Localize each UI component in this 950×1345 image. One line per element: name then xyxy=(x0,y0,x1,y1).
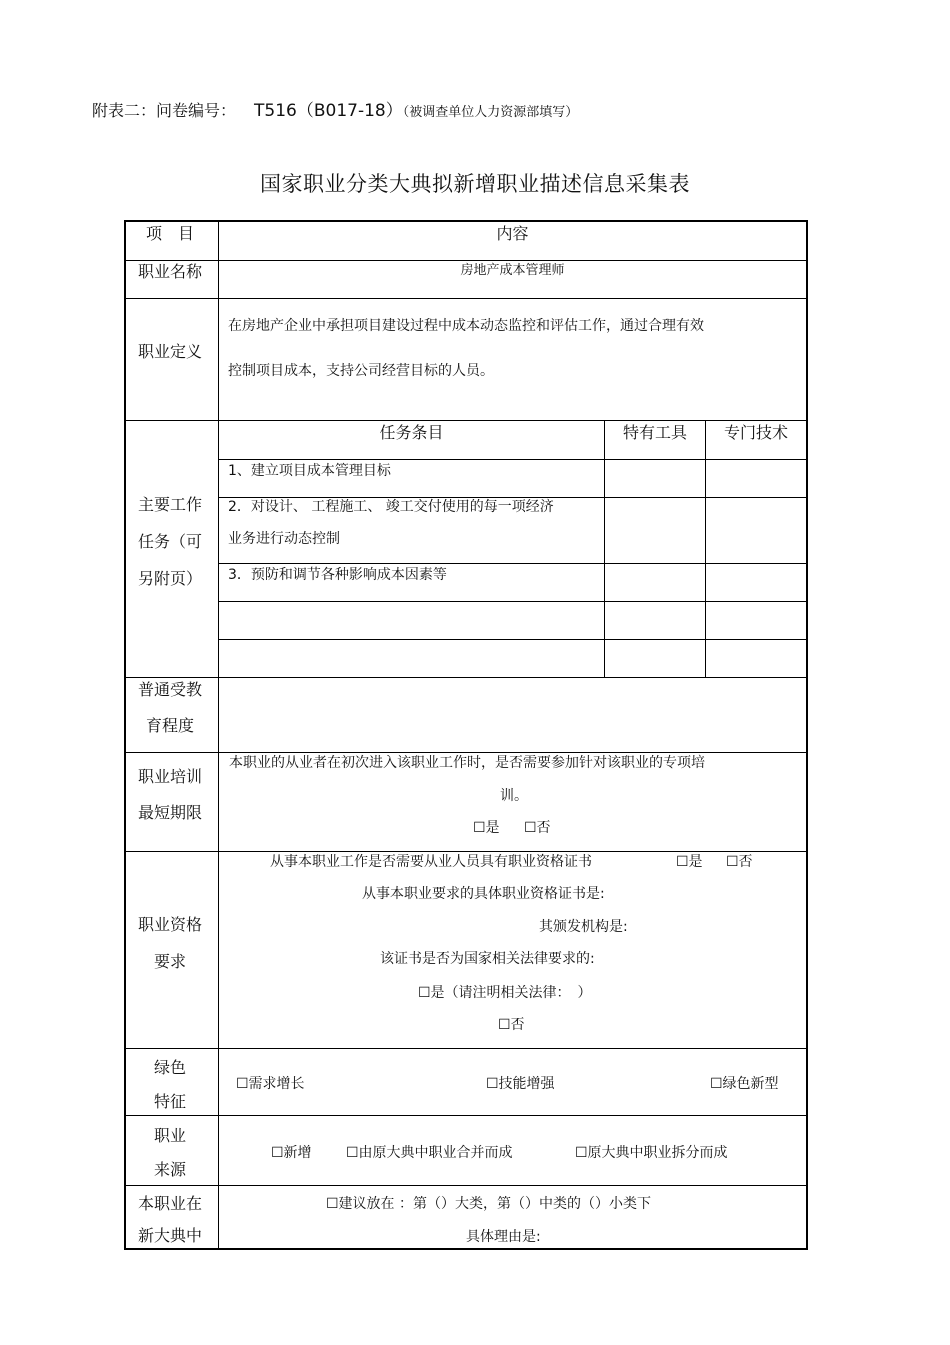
grid-line xyxy=(126,1185,806,1186)
label-main-tasks-2: 任务（可 xyxy=(137,532,202,551)
training-no-checkbox[interactable]: ☐否 xyxy=(524,820,551,836)
green-new-type-checkbox[interactable]: ☐绿色新型 xyxy=(710,1076,779,1092)
label-main-tasks-3: 另附页） xyxy=(137,569,202,588)
grid-line xyxy=(219,601,806,602)
training-yes-checkbox[interactable]: ☐是 xyxy=(473,820,500,836)
grid-line xyxy=(126,260,806,261)
label-education-2: 育程度 xyxy=(145,716,194,735)
grid-line xyxy=(126,1048,806,1049)
grid-line-tech-column xyxy=(705,421,706,677)
label-training-1: 职业培训 xyxy=(137,767,202,786)
qualification-q1-no-checkbox[interactable]: ☐否 xyxy=(726,854,753,870)
header-line xyxy=(92,96,578,121)
placement-suggestion-checkbox[interactable]: ☐建议放在 ：第（）大类，第（）中类的（）小类下 xyxy=(326,1196,651,1212)
qualification-q4-no-checkbox[interactable]: ☐否 xyxy=(498,1017,525,1033)
label-qualification-1: 职业资格 xyxy=(137,915,202,934)
label-education-1: 普通受教 xyxy=(137,680,202,699)
grid-line xyxy=(219,563,806,564)
label-placement-1: 本职业在 xyxy=(137,1194,202,1213)
grid-line-tools-column xyxy=(604,421,605,677)
qualification-question-2: 从事本职业要求的具体职业资格证书是: xyxy=(362,886,605,902)
grid-line xyxy=(126,677,806,678)
training-question-line-1: 本职业的从业者在初次进入该职业工作时，是否需要参加针对该职业的专项培 xyxy=(229,755,705,771)
definition-line-1: 在房地产企业中承担项目建设过程中成本动态监控和评估工作，通过合理有效 xyxy=(228,318,704,334)
label-main-tasks-1: 主要工作 xyxy=(137,495,202,514)
occupation-name-value: 房地产成本管理师 xyxy=(460,263,565,278)
header-prefix: 附表二：问卷编号： xyxy=(92,101,237,120)
task-item-1: 1、建立项目成本管理目标 xyxy=(228,463,391,479)
label-green-1: 绿色 xyxy=(153,1058,186,1077)
source-new-checkbox[interactable]: ☐新增 xyxy=(271,1145,312,1161)
label-qualification-2: 要求 xyxy=(153,952,186,971)
label-source-2: 来源 xyxy=(153,1160,186,1179)
task-item-2-line-1: 2．对设计、 工程施工、 竣工交付使用的每一项经济 xyxy=(228,499,554,515)
qualification-question-4: 该证书是否为国家相关法律要求的: xyxy=(380,951,595,967)
label-source-1: 职业 xyxy=(153,1126,186,1145)
label-occupation-name: 职业名称 xyxy=(137,262,202,281)
label-training-2: 最短期限 xyxy=(137,803,202,822)
grid-line xyxy=(126,752,806,753)
grid-line xyxy=(219,459,806,460)
column-header-item: 项 目 xyxy=(145,224,194,243)
questionnaire-code: T516（B017-18） xyxy=(254,101,403,121)
tasks-column-items: 任务条目 xyxy=(379,423,444,442)
qualification-question-1: 从事本职业工作是否需要从业人员具有职业资格证书 xyxy=(270,854,592,870)
column-header-content: 内容 xyxy=(496,224,529,243)
green-skill-enhance-checkbox[interactable]: ☐技能增强 xyxy=(486,1076,555,1092)
grid-line xyxy=(219,497,806,498)
grid-line xyxy=(126,420,806,421)
grid-line-label-column xyxy=(218,222,219,1248)
grid-line xyxy=(126,1115,806,1116)
qualification-question-3: 其颁发机构是: xyxy=(539,919,628,935)
source-split-checkbox[interactable]: ☐原大典中职业拆分而成 xyxy=(575,1145,728,1161)
placement-reason: 具体理由是: xyxy=(466,1229,541,1245)
label-placement-2: 新大典中 xyxy=(137,1226,202,1245)
source-merged-checkbox[interactable]: ☐由原大典中职业合并而成 xyxy=(346,1145,513,1161)
grid-line xyxy=(126,851,806,852)
task-item-3: 3．预防和调节各种影响成本因素等 xyxy=(228,567,447,583)
header-note: （被调查单位人力资源部填写） xyxy=(402,105,579,120)
definition-line-2: 控制项目成本，支持公司经营目标的人员。 xyxy=(228,363,494,379)
green-demand-growth-checkbox[interactable]: ☐需求增长 xyxy=(236,1076,305,1092)
tasks-column-tools: 特有工具 xyxy=(622,423,687,442)
qualification-q4-yes-checkbox[interactable]: ☐是（请注明相关法律： ） xyxy=(418,985,592,1001)
label-green-2: 特征 xyxy=(153,1092,186,1111)
task-item-2-line-2: 业务进行动态控制 xyxy=(228,531,340,547)
page-title: 国家职业分类大典拟新增职业描述信息采集表 xyxy=(260,172,690,196)
grid-line xyxy=(219,639,806,640)
grid-line xyxy=(126,298,806,299)
tasks-column-tech: 专门技术 xyxy=(723,423,788,442)
label-definition: 职业定义 xyxy=(137,342,202,361)
training-question-line-2: 训。 xyxy=(500,788,528,804)
qualification-q1-yes-checkbox[interactable]: ☐是 xyxy=(676,854,703,870)
